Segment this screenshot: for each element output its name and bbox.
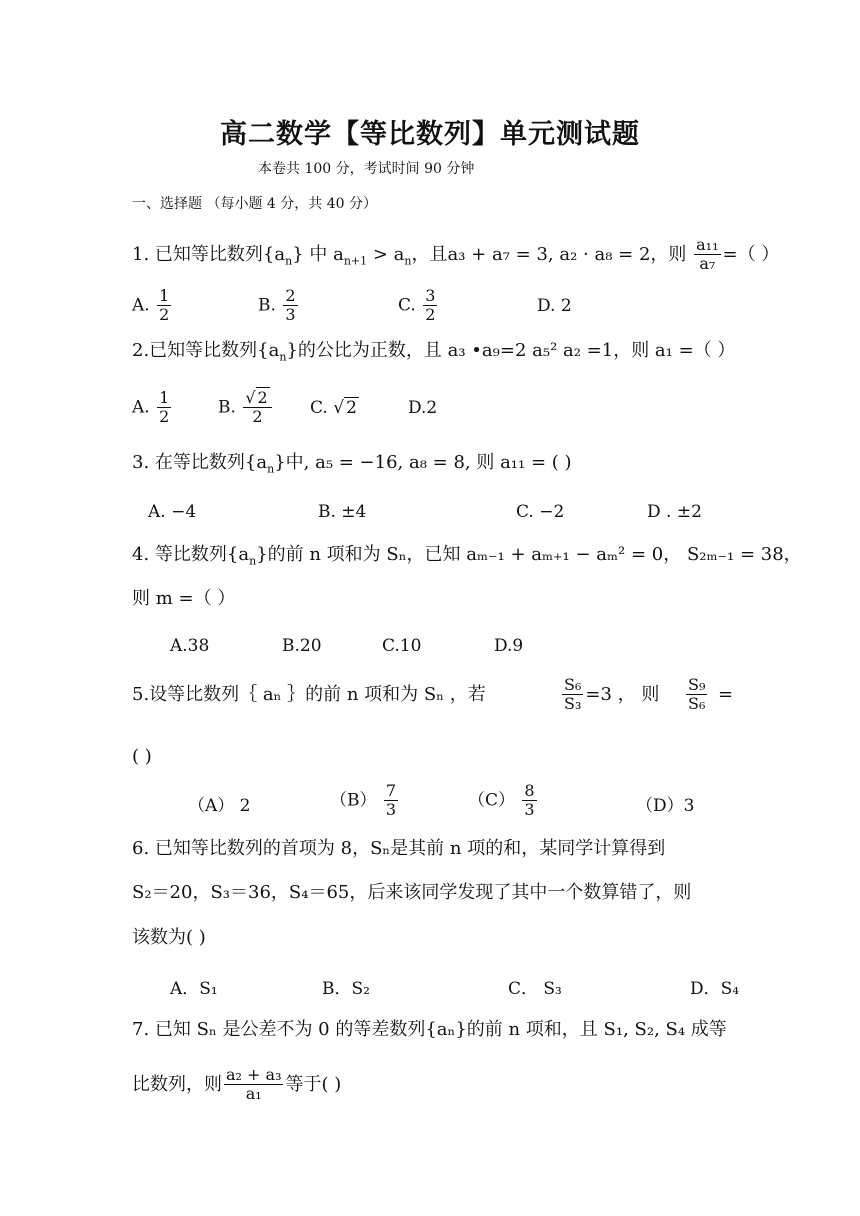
- q5-option-a: （A） 2: [188, 796, 251, 816]
- q5-ratio-1: $\frac{\text{S₆}}{\text{S₃}}$ =3 ， 则: [564, 675, 660, 714]
- q5-option-c: （C） $\frac{8}{3}$: [468, 781, 535, 820]
- q5-option-b: （B） $\frac{7}{3}$: [330, 781, 397, 820]
- q6-option-c: C． S₃: [508, 979, 562, 999]
- q4-option-b: B.20: [282, 636, 322, 656]
- q4-option-c: C.10: [382, 636, 422, 656]
- question-5: 5.设等比数列｛ aₙ ｝的前 n 项和为 Sₙ ，若: [132, 684, 486, 705]
- q6-option-b: B．S₂: [322, 979, 370, 999]
- page-title: 高二数学【等比数列】单元测试题: [220, 119, 640, 150]
- q4-option-a: A.38: [170, 636, 210, 656]
- q2-option-a: A. $\frac{1}{2}$: [132, 388, 170, 427]
- question-4: 4. 等比数列$\{a_n\}$的前 n 项和为 Sₙ，已知 aₘ₋₁ + aₘ₊₁ − aₘ² = 0， S₂ₘ₋₁ = 38，: [132, 544, 802, 568]
- q4-option-d: D.9: [494, 636, 524, 656]
- q3-option-d: D . ±2: [647, 502, 702, 522]
- question-2: 2.已知等比数列$\{a_n\}$的公比为正数，且 a₃ •a₉=2 a₅² a₂ =1，则 a₁ =（ ）: [132, 340, 736, 364]
- q3-option-a: A. −4: [148, 502, 197, 522]
- q2-option-d: D.2: [408, 398, 438, 418]
- q6-option-a: A．S₁: [170, 979, 218, 999]
- question-6-line2: S₂＝20，S₃＝36，S₄＝65，后来该同学发现了其中一个数算错了，则: [132, 882, 692, 903]
- q1-option-c: C. $\frac{3}{2}$: [398, 286, 436, 325]
- q2-option-c: C. √ 2: [310, 398, 357, 418]
- question-7-line1: 7. 已知 Sₙ 是公差不为 0 的等差数列{aₙ}的前 n 项和，且 S₁, S₂, S₄ 成等: [132, 1019, 727, 1040]
- q1-option-d: D. 2: [537, 296, 572, 316]
- q5-ratio-2: $\frac{\text{S₉}}{\text{S₆}}$: [688, 675, 706, 714]
- question-7-line2: 比数列，则 $\frac{\text{a₂ + a₃}}{\text{a₁}}$ 等于( ): [132, 1065, 342, 1104]
- q5-equals: =: [718, 684, 734, 705]
- question-5-line2: ( ): [132, 746, 152, 767]
- question-6-line3: 该数为( ): [132, 927, 206, 948]
- question-1: 1. 已知等比数列$\{a_n\}$ 中 $a_{n+1} > a_n$，且a₃ + a₇ = 3, a₂ · a₈ = 2，则 $\frac{\text{a₁₁}}{\text{a₇}}$ =（ ）: [132, 235, 780, 274]
- exam-info: 本卷共 100 分，考试时间 90 分钟: [258, 161, 475, 177]
- question-6-line1: 6. 已知等比数列的首项为 8，Sₙ是其前 n 项的和，某同学计算得到: [132, 838, 666, 859]
- q3-option-b: B. ±4: [318, 502, 367, 522]
- q1-option-a: A. $\frac{1}{2}$: [132, 286, 170, 325]
- question-4-line2: 则 m =（ ）: [132, 588, 236, 609]
- section-heading: 一、选择题 （每小题 4 分，共 40 分）: [132, 196, 377, 212]
- q3-option-c: C. −2: [516, 502, 565, 522]
- q5-option-d: （D）3: [636, 796, 695, 816]
- q2-option-b: B. $\frac{√ 2}{2}$: [218, 389, 274, 427]
- question-3: 3. 在等比数列$\{a_n\}$中, a₅ = −16, a₈ = 8, 则 a₁₁ = ( ): [132, 452, 572, 476]
- q6-option-d: D．S₄: [690, 979, 740, 999]
- fraction: $\frac{\text{a₁₁}}{\text{a₇}}$: [696, 235, 719, 274]
- q1-option-b: B. $\frac{2}{3}$: [258, 286, 296, 325]
